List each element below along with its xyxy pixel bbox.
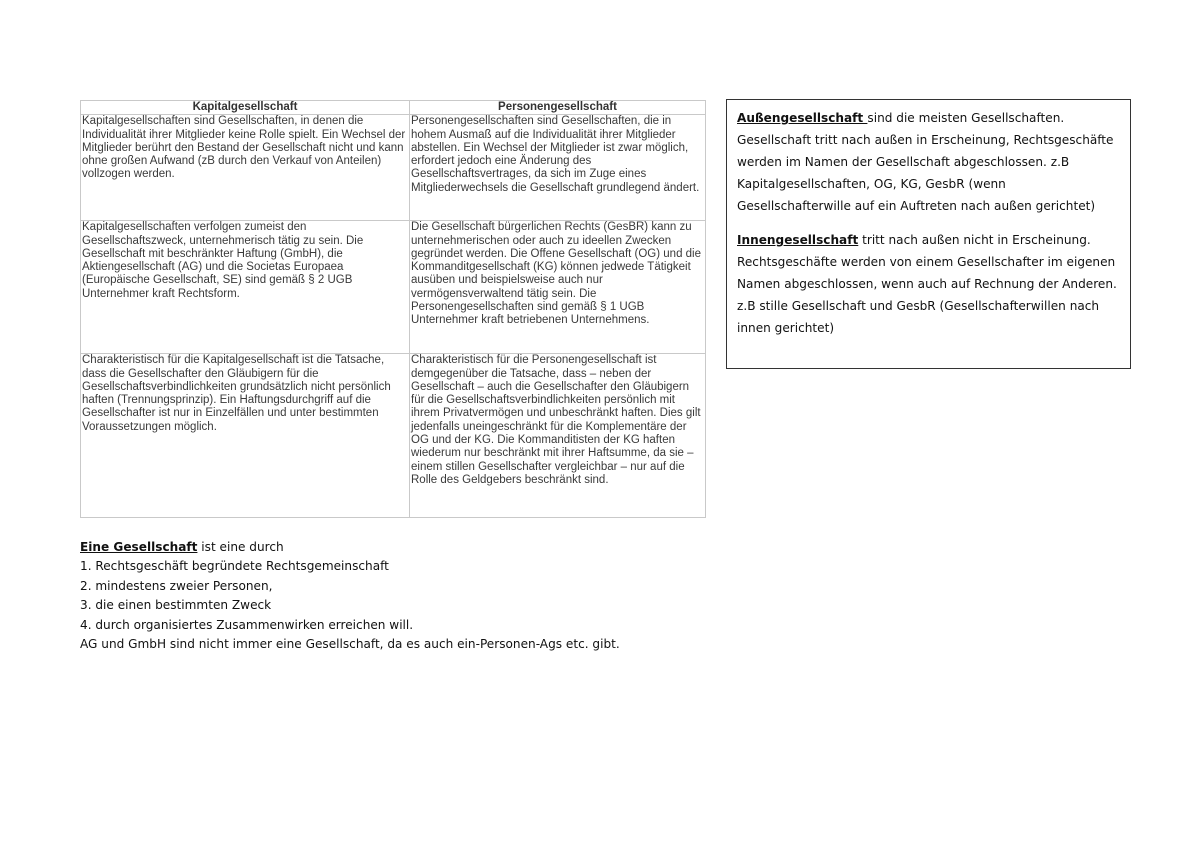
table-row — [81, 115, 706, 221]
aussengesellschaft-text: sind die meisten Gesellschaften. Gesellschaft tritt nach außen in Erscheinung, Rechtsgeschäfte werden im Namen der Gesellschaft abgeschlossen. z.B Kapitalgesellschaften, OG, KG, GesbR (wenn Gesellschafterwille auf ein Auftreten nach außen gerichtet) — [737, 111, 1114, 213]
innengesellschaft-term: Innengesellschaft — [737, 233, 859, 247]
table-header-row — [81, 101, 706, 115]
cell-personen-zweck: Die Gesellschaft bürgerlichen Rechts (GesBR) kann zu unternehmerischen oder auch zu ideellen Zwecken gegründet werden. Die Offene Gesellschaft (OG) und die Kommanditgesellschaft (KG) können jedwede Tätigkeit ausüben und beispielsweise auch nur vermögensverwaltend tätig sein. Die Personengesellschaften sind gemäß § 1 UGB Unternehmer kraft betriebenen Unternehmens. — [410, 221, 706, 354]
gesellschaftsarten-note-box — [726, 99, 1131, 369]
definition-footer: AG und GmbH sind nicht immer eine Gesellschaft, da es auch ein-Personen-Ags etc. gibt. — [80, 637, 620, 652]
header-kapitalgesellschaft: Kapitalgesellschaft — [81, 101, 410, 115]
innengesellschaft-paragraph — [737, 229, 1121, 339]
header-personengesellschaft: Personengesellschaft — [410, 101, 706, 115]
cell-kapital-zweck: Kapitalgesellschaften verfolgen zumeist den Gesellschaftszweck, unternehmerisch tätig zu sein. Die Gesellschaft mit beschränkter Haftung (GmbH), die Aktiengesellschaft (AG) und die Societas Europaea (Europäische Gesellschaft, SE) sind gemäß § 2 UGB Unternehmer kraft Rechtsform. — [81, 221, 410, 354]
cell-kapital-haftung: Charakteristisch für die Kapitalgesellschaft ist die Tatsache, dass die Gesellschafter den Gläubigern für die Gesellschaftsverbindlichkeiten grundsätzlich nicht persönlich haften (Trennungsprinzip). Ein Haftungsdurchgriff auf die Gesellschafter ist nur in Einzelfällen und unter bestimmten Voraussetzungen möglich. — [81, 354, 410, 518]
definition-term: Eine Gesellschaft — [80, 540, 198, 554]
definition-item-2: 2. mindestens zweier Personen, — [80, 578, 273, 593]
cell-personen-haftung: Charakteristisch für die Personengesellschaft ist demgegenüber die Tatsache, dass – neben der Gesellschaft – auch die Gesellschafter den Gläubigern für die Gesellschaftsverbindlichkeiten persönlich mit ihrem Privatvermögen und unbeschränkt haften. Dies gilt jedenfalls uneingeschränkt für die Komplementäre der OG und der KG. Die Kommanditisten der KG haften wiederum nur beschränkt mit ihrer Haftsumme, da sie – einem stillen Gesellschafter vergleichbar – nur auf die Rolle des Geldgebers beschränkt sind. — [410, 354, 706, 518]
definition-intro — [80, 538, 880, 557]
gesellschaft-definition — [80, 538, 880, 654]
aussengesellschaft-paragraph — [737, 107, 1121, 217]
cell-personen-individualitaet: Personengesellschaften sind Gesellschaften, die in hohem Ausmaß auf die Individualität ihrer Mitglieder abstellen. Ein Wechsel der Mitglieder ist zwar möglich, erfordert jedoch eine Änderung des Gesellschaftsvertrages, da sich im Zuge eines Mitgliederwechsels die Gesellschaft grundlegend ändert. — [410, 115, 706, 221]
definition-item-1: 1. Rechtsgeschäft begründete Rechtsgemeinschaft — [80, 559, 389, 574]
table-row — [81, 221, 706, 354]
definition-item-3: 3. die einen bestimmten Zweck — [80, 598, 272, 613]
aussengesellschaft-term: Außengesellschaft — [737, 111, 868, 125]
table-row — [81, 354, 706, 518]
cell-kapital-individualitaet: Kapitalgesellschaften sind Gesellschaften, in denen die Individualität ihrer Mitglieder keine Rolle spielt. Ein Wechsel der Mitglieder berührt den Bestand der Gesellschaft nicht und kann ohne großen Aufwand (zB durch den Verkauf von Anteilen) vollzogen werden. — [81, 115, 410, 221]
definition-item-4: 4. durch organisiertes Zusammenwirken erreichen will. — [80, 617, 414, 632]
definition-intro-text: ist eine durch — [197, 540, 284, 554]
innengesellschaft-text: tritt nach außen nicht in Erscheinung. Rechtsgeschäfte werden von einem Gesellschafter im eigenen Namen abgeschlossen, wenn auch auf Rechnung der Anderen. z.B stille Gesellschaft und GesbR (Gesellschafterwillen nach innen gerichtet) — [737, 233, 1117, 335]
comparison-table — [80, 100, 706, 518]
